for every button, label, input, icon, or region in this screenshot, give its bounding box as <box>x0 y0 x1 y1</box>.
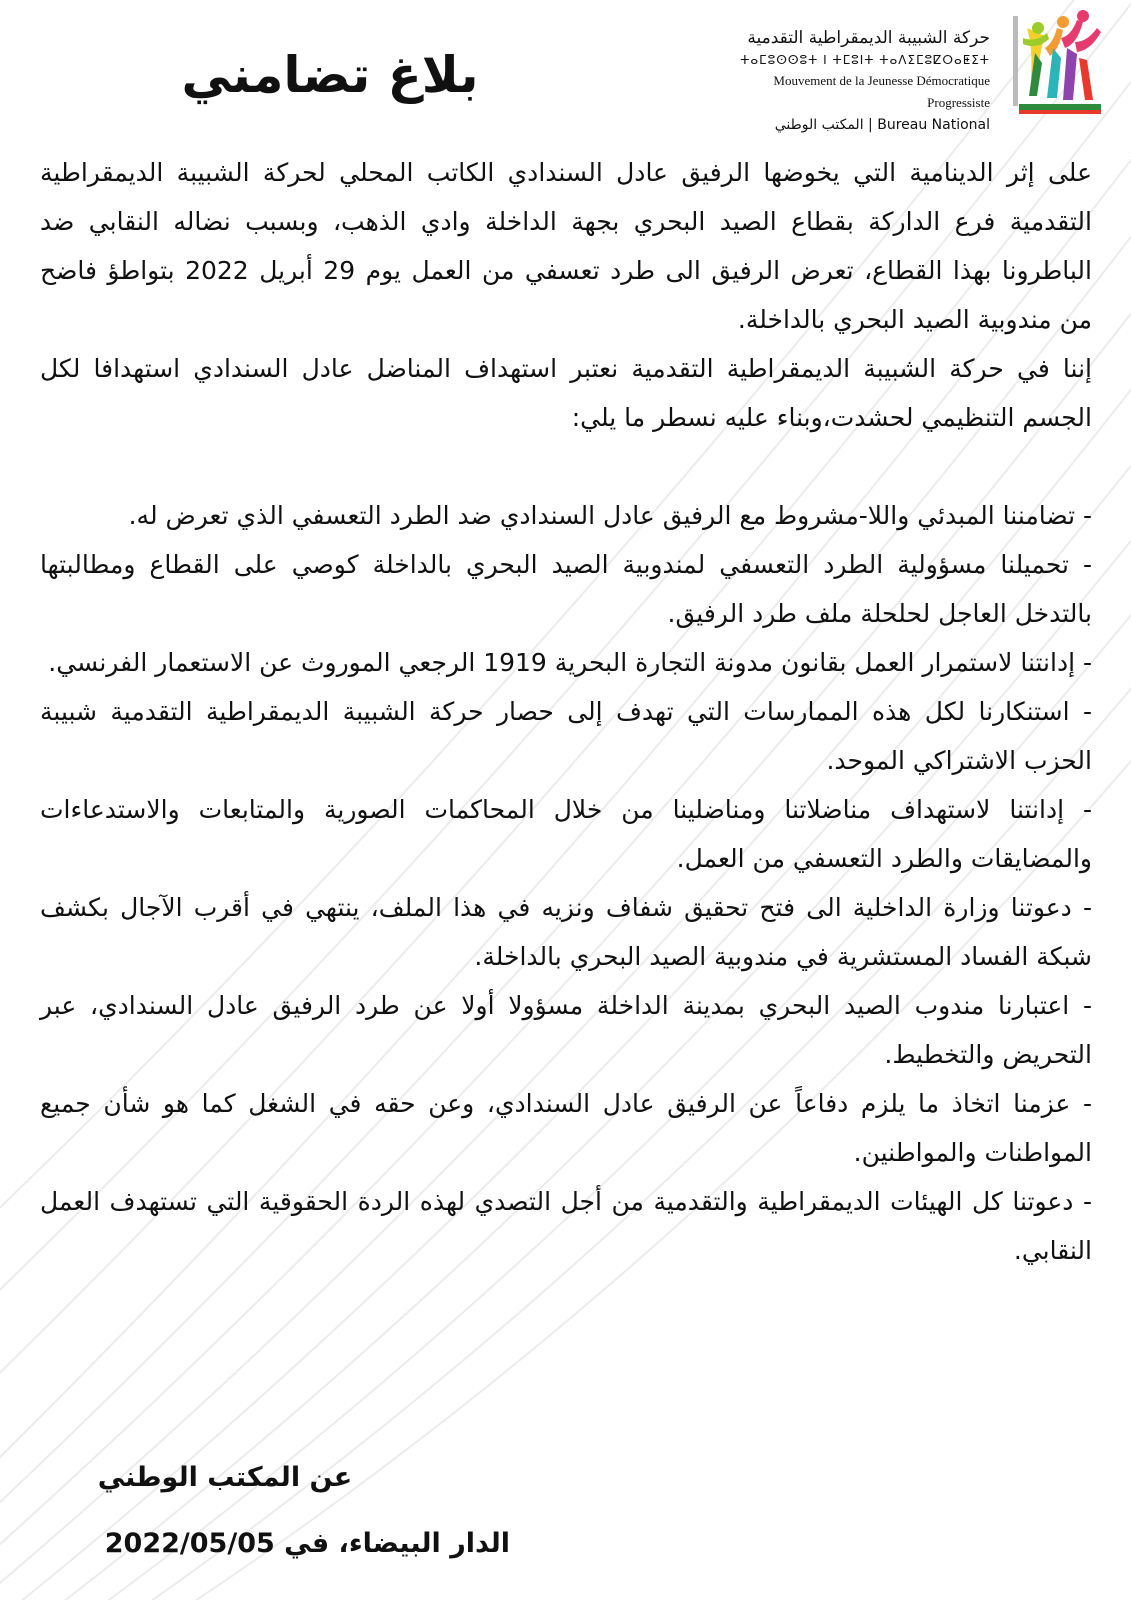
list-item: - إدانتنا لاستمرار العمل بقانون مدونة التجارة البحرية 1919 الرجعي الموروث عن الاستعمار الفرنسي. <box>48 648 1092 677</box>
organization-name-french: Mouvement de la Jeunesse Démocratique Progressiste <box>773 73 990 110</box>
intro-paragraph-1: على إثر الدينامية التي يخوضها الرفيق عادل السندادي الكاتب المحلي لحركة الشبيبة الديمقراطية التقدمية فرع الداركة بقطاع الصيد البحري بجهة الداخلة وادي الذهب، وبسبب نضاله النقابي ضد الباطرونا بهذا القطاع، تعرض الرفيق الى طرد تعسفي من العمل يوم 29 أبريل 2022 بتواطؤ فاضح من مندوبية الصيد البحري بالداخلة. <box>40 158 1092 334</box>
statement-body <box>40 148 1092 1275</box>
list-item: - اعتبارنا مندوب الصيد البحري بمدينة الداخلة مسؤولا أولا عن طرد الرفيق عادل السندادي، عبر التحريض والتخطيط. <box>40 991 1092 1069</box>
intro-paragraph-2: إننا في حركة الشبيبة الديمقراطية التقدمية نعتبر استهداف المناضل عادل السندادي استهدافا لكل الجسم التنظيمي لحشدت،وبناء عليه نسطر ما يلي: <box>40 354 1092 432</box>
list-item: - عزمنا اتخاذ ما يلزم دفاعاً عن الرفيق عادل السندادي، وعن حقه في الشغل كما هو شأن جميع المواطنات والمواطنين. <box>40 1089 1092 1167</box>
page-title: بلاغ تضامني <box>181 46 479 104</box>
organization-logo-icon <box>1005 8 1105 116</box>
list-item: - إدانتنا لاستهداف مناضلاتنا ومناضلينا من خلال المحاكمات الصورية والمتابعات والاستدعاءات والمضايقات والطرد التعسفي من العمل. <box>40 795 1092 873</box>
organization-name-tifinagh: ⵜⴰⵎⵓⵙⵙⵓⵜ ⵏ ⵜⵎⵓⵏⵜ ⵜⴰⴷⵉⵎⵓⵇⵔⴰⵟⵉⵜ <box>740 53 990 67</box>
signature-block <box>30 1458 510 1564</box>
header <box>0 0 1131 150</box>
list-item: - تحميلنا مسؤولية الطرد التعسفي لمندوبية الصيد البحري بالداخلة كوصي على القطاع ومطالبتها بالتدخل العاجل لحلحلة ملف طرد الرفيق. <box>40 550 1092 628</box>
bureau-label: Bureau National | المكتب الوطني <box>774 117 990 133</box>
list-item: - دعوتنا كل الهيئات الديمقراطية والتقدمية من أجل التصدي لهذه الردة الحقوقية التي تستهدف العمل النقابي. <box>40 1187 1092 1265</box>
signed-by: عن المكتب الوطني <box>97 1462 353 1493</box>
list-item: - استنكارنا لكل هذه الممارسات التي تهدف إلى حصار حركة الشبيبة الديمقراطية التقدمية شبيبة الحزب الاشتراكي الموحد. <box>40 697 1092 775</box>
place-and-date: الدار البيضاء، في 2022/05/05 <box>104 1528 510 1559</box>
paragraph-spacer <box>40 442 1092 491</box>
organization-name-arabic: حركة الشبيبة الديمقراطية التقدمية <box>747 28 990 48</box>
list-item: - دعوتنا وزارة الداخلية الى فتح تحقيق شفاف ونزيه في هذا الملف، ينتهي في أقرب الآجال بكشف شبكة الفساد المستشرية في مندوبية الصيد البحري بالداخلة. <box>40 893 1092 971</box>
organization-info <box>720 26 990 136</box>
list-item: - تضامننا المبدئي واللا-مشروط مع الرفيق عادل السندادي ضد الطرد التعسفي الذي تعرض له. <box>128 501 1092 530</box>
